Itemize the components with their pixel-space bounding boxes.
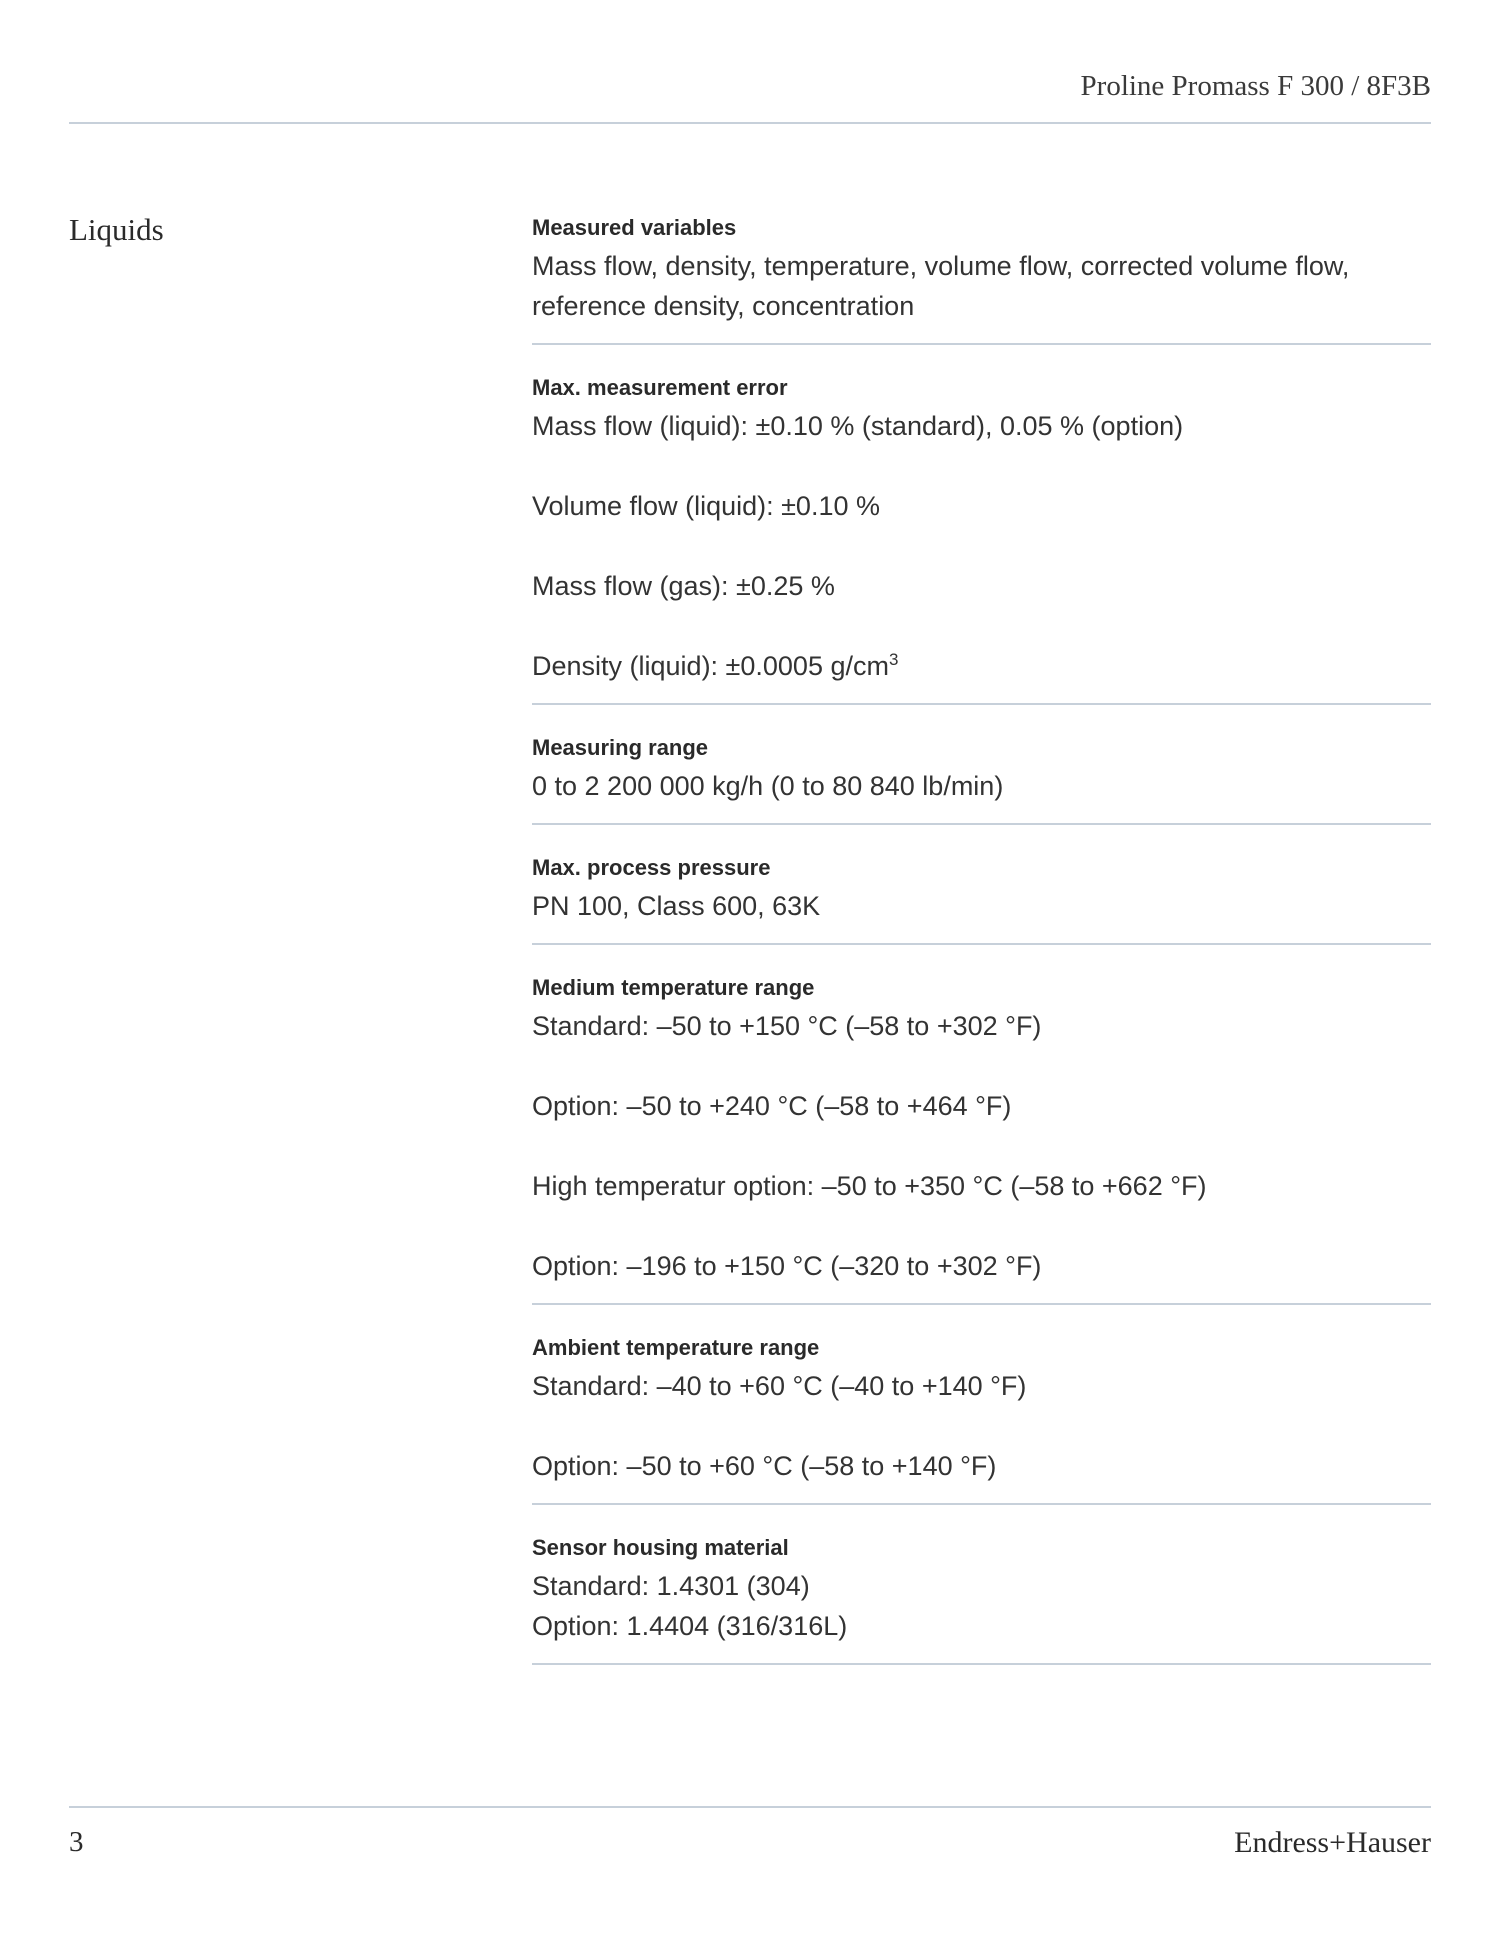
spec-value xyxy=(532,646,1431,686)
spec-value: reference density, concentration xyxy=(532,291,915,321)
spec-label: Max. process pressure xyxy=(532,855,771,880)
spec-label: Medium temperature range xyxy=(532,975,815,1000)
spec-label: Measured variables xyxy=(532,215,737,240)
footer-divider xyxy=(69,1806,1431,1808)
spec-value: Option: –50 to +240 °C (–58 to +464 °F) xyxy=(532,1091,1012,1121)
spec-value: Option: 1.4404 (316/316L) xyxy=(532,1611,848,1641)
document-header-title: Proline Promass F 300 / 8F3B xyxy=(1080,70,1431,102)
spec-ambient-temperature-range xyxy=(532,1330,1431,1505)
spec-value: Standard: –40 to +60 °C (–40 to +140 °F) xyxy=(532,1371,1027,1401)
spec-list xyxy=(532,210,1431,1690)
brand-name: Endress+Hauser xyxy=(1234,1826,1431,1859)
unit-superscript: 3 xyxy=(888,650,899,669)
spec-measured-variables xyxy=(532,210,1431,345)
spec-max-process-pressure xyxy=(532,850,1431,945)
spec-value: Standard: 1.4301 (304) xyxy=(532,1571,810,1601)
spec-max-measurement-error xyxy=(532,370,1431,705)
spec-measuring-range xyxy=(532,730,1431,825)
page-number: 3 xyxy=(69,1826,84,1858)
spec-value: Option: –196 to +150 °C (–320 to +302 °F) xyxy=(532,1251,1042,1281)
header-divider xyxy=(69,122,1431,124)
spec-value: Standard: –50 to +150 °C (–58 to +302 °F) xyxy=(532,1011,1042,1041)
spec-value: Mass flow (gas): ±0.25 % xyxy=(532,571,835,601)
spec-medium-temperature-range xyxy=(532,970,1431,1305)
spec-value: Option: –50 to +60 °C (–58 to +140 °F) xyxy=(532,1451,997,1481)
spec-value: PN 100, Class 600, 63K xyxy=(532,891,821,921)
spec-label: Max. measurement error xyxy=(532,375,788,400)
spec-value: High temperatur option: –50 to +350 °C (–58 to +662 °F) xyxy=(532,1171,1207,1201)
density-error-text: Density (liquid): ±0.0005 g/cm xyxy=(532,651,889,681)
spec-sensor-housing-material xyxy=(532,1530,1431,1665)
spec-label: Ambient temperature range xyxy=(532,1335,820,1360)
spec-value: Mass flow, density, temperature, volume flow, corrected volume flow, xyxy=(532,251,1350,281)
spec-value: 0 to 2 200 000 kg/h (0 to 80 840 lb/min) xyxy=(532,771,1004,801)
spec-label: Sensor housing material xyxy=(532,1535,789,1560)
spec-value: Mass flow (liquid): ±0.10 % (standard), 0.05 % (option) xyxy=(532,411,1184,441)
section-title: Liquids xyxy=(69,212,164,247)
spec-value: Volume flow (liquid): ±0.10 % xyxy=(532,491,880,521)
spec-label: Measuring range xyxy=(532,735,709,760)
